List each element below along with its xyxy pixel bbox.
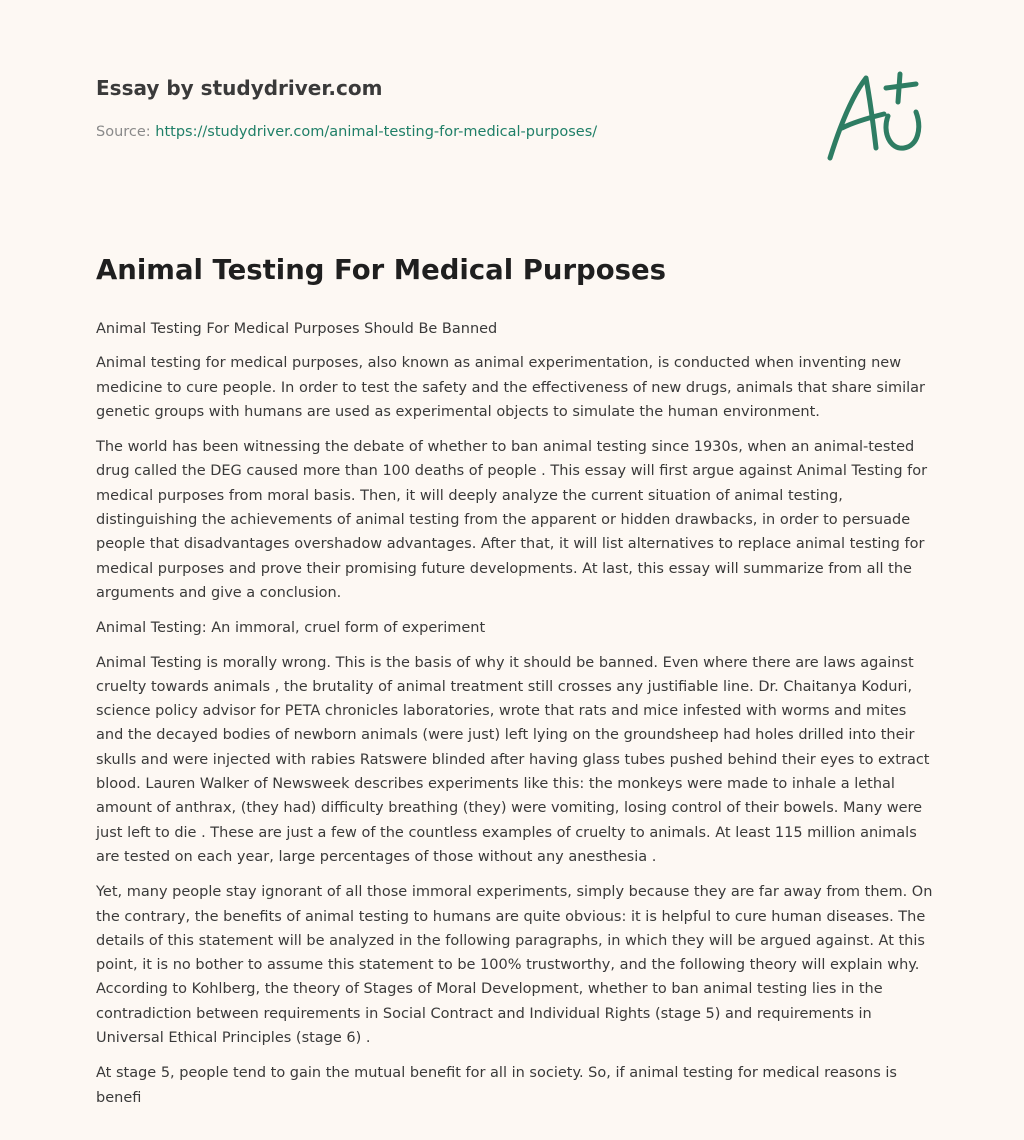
source-label: Source: [96,124,151,140]
paragraph: Animal testing for medical purposes, also known as animal experimentation, is conducted when inventing new medicine to cure people. In order to test the safety and the effectiveness of new drugs, animals that share similar genetic groups with humans are used as experimental objects to simulate the human environment. [96,355,925,420]
essay-body [96,317,936,1121]
section-heading: Animal Testing: An immoral, cruel form of experiment [96,620,486,637]
essay-title: Animal Testing For Medical Purposes [96,254,666,286]
source-link[interactable]: https://studydriver.com/animal-testing-for-medical-purposes/ [155,124,598,140]
paragraph: Animal Testing is morally wrong. This is the basis of why it should be banned. Even where there are laws against cruelty towards animals , the brutality of animal treatment still crosses any justifiable line. Dr. Chaitanya Koduri, science policy advisor for PETA chronicles laboratories, wrote that rats and mice infested with worms and mites and the decayed bodies of newborn animals (were just) left lying on the groundsheep had holes drilled into their skulls and were injected with rabies Ratswere blinded after having glass tubes pushed behind their eyes to extract blood. Lauren Walker of Newsweek describes experiments like this: the monkeys were made to inhale a lethal amount of anthrax, (they had) difficulty breathing (they) were vomiting, losing control of their bowels. Many were just left to die . These are just a few of the countless examples of cruelty to animals. At least 115 million animals are tested on each year, large percentages of those without any anesthesia . [96,654,930,865]
paragraph: At stage 5, people tend to gain the mutual benefit for all in society. So, if animal testing for medical reasons is benefi [96,1065,897,1106]
paragraph: The world has been witnessing the debate of whether to ban animal testing since 1930s, when an animal-tested drug called the DEG caused more than 100 deaths of people . This essay will first argue against Animal Testing for medical purposes from moral basis. Then, it will deeply analyze the current situation of animal testing, distinguishing the achievements of animal testing from the apparent or hidden drawbacks, in order to persuade people that disadvantages overshadow advantages. After that, it will list alternatives to replace animal testing for medical purposes and prove their promising future developments. At last, this essay will summarize from all the arguments and give a conclusion. [96,439,928,601]
paragraph: Yet, many people stay ignorant of all those immoral experiments, simply because they are far away from them. On the contrary, the benefits of animal testing to humans are quite obvious: it is helpful to cure human diseases. The details of this statement will be analyzed in the following paragraphs, in which they will be argued against. At this point, it is no bother to assume this statement to be 100% trustworthy, and the following theory will explain why. According to Kohlberg, the theory of Stages of Moral Development, whether to ban animal testing lies in the contradiction between requirements in Social Contract and Individual Rights (stage 5) and requirements in Universal Ethical Principles (stage 6) . [96,884,933,1047]
essay-subtitle: Animal Testing For Medical Purposes Should Be Banned [96,321,498,337]
source-line [96,124,597,140]
a-plus-logo-icon [818,66,930,166]
site-header-title: Essay by studydriver.com [96,76,383,100]
